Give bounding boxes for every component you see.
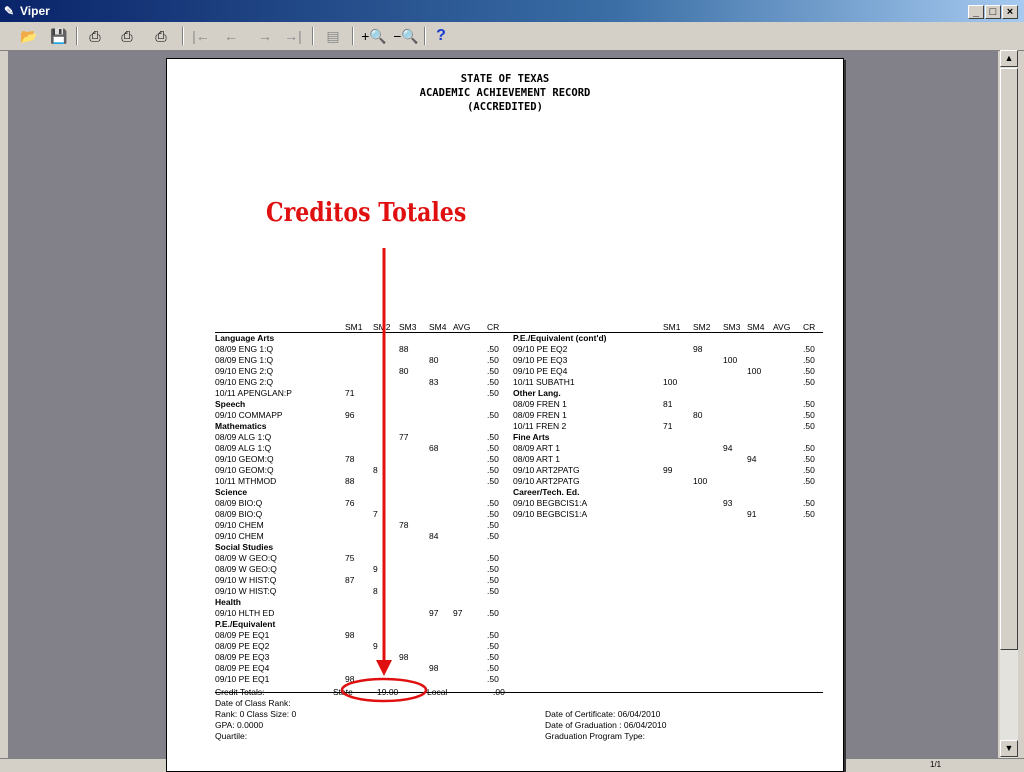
course-name: 09/10 GEOM:Q [215,454,274,464]
state-credit-total: 19.00 [377,687,399,697]
grade-cell: 100 [723,355,738,365]
save-icon[interactable]: 💾 [50,28,68,44]
grade-cell: 71 [345,388,355,398]
grade-cell: .50 [487,531,499,541]
grade-cell: 80 [693,410,703,420]
grade-cell: 97 [429,608,439,618]
grade-cell: 98 [429,663,439,673]
course-name: 09/10 ENG 2:Q [215,377,274,387]
creditos-totales-annotation: Creditos Totales [266,198,467,228]
page-setup-icon[interactable]: ⎙ [155,28,167,44]
grade-cell: .50 [487,465,499,475]
grade-cell: .50 [487,476,499,486]
date-of-class-rank: Date of Class Rank: [215,698,291,708]
grade-cell: 94 [747,454,757,464]
grade-cell: .50 [487,355,499,365]
grade-cell: 93 [723,498,733,508]
grade-cell: 83 [429,377,439,387]
course-name: 08/09 BIO:Q [215,498,263,508]
grade-cell: 78 [345,454,355,464]
left-column-header: SM4 [429,322,447,332]
grade-cell: 75 [345,553,355,563]
grade-cell: 81 [663,399,673,409]
grade-cell: .50 [487,663,499,673]
page-indicator: 1/1 [930,760,942,769]
grade-cell: 9 [373,564,378,574]
grade-cell: .50 [803,509,815,519]
grade-cell: 80 [399,366,409,376]
course-name: 09/10 HLTH ED [215,608,275,618]
rank-class-size: Rank: 0 Class Size: 0 [215,709,297,719]
course-name: 09/10 BEGBCIS1:A [513,498,588,508]
course-name: 09/10 ART2PATG [513,476,580,486]
date-of-certificate: Date of Certificate: 06/04/2010 [545,709,661,719]
grade-cell: .50 [487,520,499,530]
annotation-arrow-head [376,660,392,676]
subject-category: Social Studies [215,542,274,552]
grade-cell: .50 [487,344,499,354]
course-name: 09/10 COMMAPP [215,410,283,420]
course-name: 08/09 ART 1 [513,443,560,453]
grade-cell: 87 [345,575,355,585]
grade-cell: 100 [663,377,678,387]
grade-cell: .50 [487,454,499,464]
course-name: 10/11 APENGLAN:P [215,388,292,398]
grade-cell: 88 [345,476,355,486]
grade-cell: 98 [399,652,409,662]
course-name: 10/11 SUBATH1 [513,377,575,387]
grade-cell: 8 [373,465,378,475]
grade-cell: 77 [399,432,409,442]
grade-cell: .50 [803,355,815,365]
grade-cell: 8 [373,586,378,596]
course-name: 08/09 PE EQ4 [215,663,270,673]
course-name: 08/09 W GEO:Q [215,564,277,574]
course-name: 09/10 W HIST:Q [215,575,277,585]
grade-cell: 99 [663,465,673,475]
header-line-2: ACADEMIC ACHIEVEMENT RECORD [419,87,591,99]
right-column-header: SM1 [663,322,681,332]
subject-category: Fine Arts [513,432,550,442]
previous-page-icon[interactable]: ← [224,28,238,44]
grade-cell: .50 [803,421,815,431]
course-name: 09/10 GEOM:Q [215,465,274,475]
course-name: 09/10 PE EQ2 [513,344,568,354]
grade-cell: .50 [803,410,815,420]
right-column-header: SM2 [693,322,711,332]
grade-cell: .50 [803,399,815,409]
grade-cell: .50 [487,553,499,563]
print-setup-icon[interactable]: ⎙ [121,28,133,44]
grade-cell: 71 [663,421,673,431]
state-label: State [333,687,353,697]
course-name: 08/09 BIO:Q [215,509,263,519]
grade-cell: 96 [345,410,355,420]
date-of-graduation: Date of Graduation : 06/04/2010 [545,720,667,730]
grade-cell: 84 [429,531,439,541]
course-name: 08/09 ART 1 [513,454,560,464]
window-title: Viper [20,4,50,18]
subject-category: Health [215,597,241,607]
subject-category: Other Lang. [513,388,561,398]
right-column-header: SM3 [723,322,741,332]
grade-cell: 9 [373,641,378,651]
grade-cell: .50 [487,652,499,662]
course-name: 09/10 CHEM [215,531,264,541]
course-name: 08/09 ALG 1:Q [215,432,272,442]
course-name: 09/10 PE EQ1 [215,674,270,684]
course-name: 08/09 PE EQ1 [215,630,270,640]
graduation-program-type: Graduation Program Type: [545,731,646,741]
header-line-1: STATE OF TEXAS [460,73,550,85]
grid-view-icon[interactable]: ▤ [326,28,340,44]
header-line-3: (ACCREDITED) [467,101,543,113]
grade-cell: .50 [487,432,499,442]
course-name: 08/09 PE EQ2 [215,641,270,651]
local-label: Local [427,687,448,697]
help-icon[interactable]: ? [436,27,446,44]
course-name: 09/10 W HIST:Q [215,586,277,596]
grade-cell: 78 [399,520,409,530]
course-name: 08/09 ENG 1:Q [215,344,274,354]
left-column-header: SM3 [399,322,417,332]
grade-cell: 98 [693,344,703,354]
zoom-out-icon[interactable]: −🔍 [393,28,419,44]
gpa: GPA: 0.0000 [215,720,264,730]
grade-cell: 91 [747,509,757,519]
first-page-icon[interactable]: |← [192,28,210,44]
viper-app-icon: ✎ [4,4,15,18]
right-column-header: SM4 [747,322,765,332]
grade-cell: 98 [345,630,355,640]
zoom-in-icon[interactable]: +🔍 [361,28,387,44]
left-column-header: CR [487,322,500,332]
grade-cell: .50 [803,366,815,376]
subject-category: Career/Tech. Ed. [513,487,580,497]
last-page-icon[interactable]: →| [284,28,302,44]
left-column-header: AVG [453,322,471,332]
grade-cell: .50 [487,674,499,684]
subject-category: P.E./Equivalent (cont'd) [513,333,607,343]
grade-cell: 76 [345,498,355,508]
course-name: 10/11 FREN 2 [513,421,567,431]
subject-category: Science [215,487,248,497]
grade-cell: 94 [723,443,733,453]
grade-cell: .50 [487,388,499,398]
course-name: 09/10 ENG 2:Q [215,366,274,376]
grade-cell: .50 [487,586,499,596]
course-name: 10/11 MTHMOD [215,476,277,486]
course-name: 09/10 CHEM [215,520,264,530]
right-column-header: AVG [773,322,791,332]
grade-cell: .50 [487,608,499,618]
grade-cell: .50 [803,498,815,508]
course-name: 08/09 PE EQ3 [215,652,270,662]
grade-cell: .50 [803,454,815,464]
grade-cell: 100 [747,366,762,376]
local-credit-total: .00 [493,687,505,697]
open-folder-icon[interactable]: 📂 [20,28,38,44]
grade-cell: .50 [487,498,499,508]
left-column-header: SM1 [345,322,363,332]
grade-cell: .50 [803,465,815,475]
grade-cell: 97 [453,608,463,618]
scroll-up-icon[interactable]: ▲ [1000,50,1018,67]
course-name: 09/10 BEGBCIS1:A [513,509,588,519]
print-icon[interactable]: ⎙ [89,28,101,44]
grade-cell: .50 [487,377,499,387]
grade-cell: .50 [487,641,499,651]
next-page-icon[interactable]: → [258,28,272,44]
grade-cell: 88 [399,344,409,354]
subject-category: Mathematics [215,421,267,431]
quartile: Quartile: [215,731,248,741]
grade-cell: .50 [487,575,499,585]
credit-totals-label: Credit Totals: [215,687,265,697]
grade-cell: 100 [693,476,708,486]
subject-category: Speech [215,399,246,409]
grade-cell: .50 [803,443,815,453]
grade-cell: .50 [487,509,499,519]
course-name: 08/09 FREN 1 [513,410,567,420]
grade-cell: .50 [487,630,499,640]
grade-cell: 68 [429,443,439,453]
grade-cell: .50 [803,476,815,486]
grade-cell: .50 [803,344,815,354]
grade-cell: 98 [345,674,355,684]
course-name: 08/09 W GEO:Q [215,553,277,563]
course-name: 08/09 FREN 1 [513,399,567,409]
annotation-circle [342,679,426,701]
grade-cell: 7 [373,509,378,519]
left-column-header: SM2 [373,322,391,332]
scroll-down-icon[interactable]: ▼ [1000,740,1018,757]
subject-category: Language Arts [215,333,275,343]
grade-cell: 80 [429,355,439,365]
grade-cell: .50 [487,564,499,574]
grade-cell: .50 [487,443,499,453]
minimize-button[interactable]: _ [968,5,984,19]
grade-cell: .50 [487,366,499,376]
course-name: 08/09 ENG 1:Q [215,355,274,365]
course-name: 08/09 ALG 1:Q [215,443,272,453]
course-name: 09/10 ART2PATG [513,465,580,475]
subject-category: P.E./Equivalent [215,619,276,629]
right-column-header: CR [803,322,816,332]
maximize-button[interactable]: □ [985,5,1001,19]
grade-cell: .50 [487,410,499,420]
course-name: 09/10 PE EQ3 [513,355,568,365]
close-button[interactable]: × [1002,5,1018,19]
grade-cell: .50 [803,377,815,387]
course-name: 09/10 PE EQ4 [513,366,568,376]
